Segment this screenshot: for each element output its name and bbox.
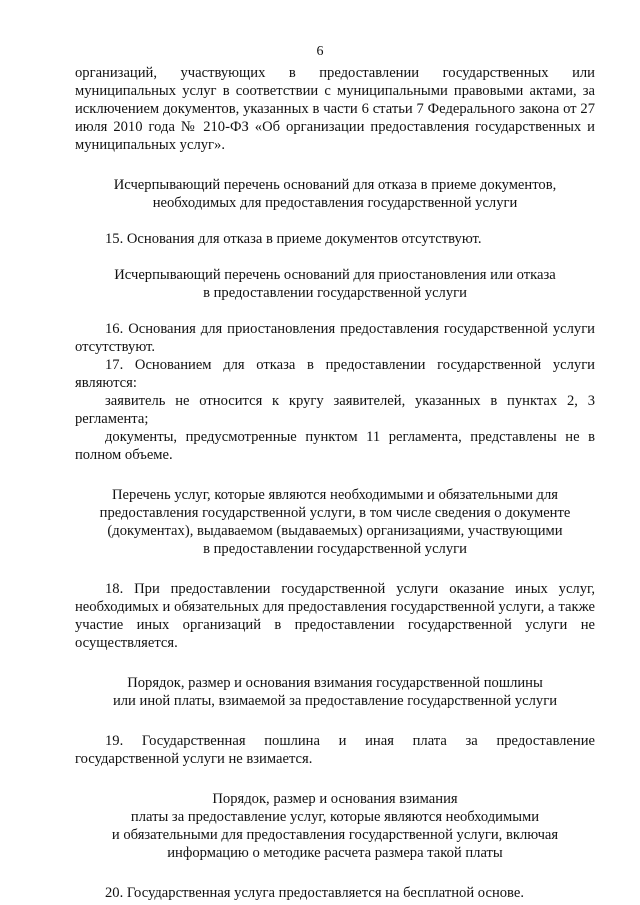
paragraph-17-item-b: документы, предусмотренные пунктом 11 регламента, представлены не в полном объеме. [75, 429, 595, 463]
heading-duty-line1: Порядок, размер и основания взимания государственной пошлины [127, 675, 543, 691]
heading-fee-line1: Порядок, размер и основания взимания [212, 791, 458, 807]
heading-fee-line3: и обязательными для предоставления государственной услуги, включая [111, 827, 559, 843]
heading-refusal-acceptance-line2: необходимых для предоставления государственной услуги [152, 195, 518, 211]
paragraph-17-item-a: заявитель не относится к кругу заявителей, указанных в пунктах 2, 3 регламента; [75, 393, 595, 427]
heading-suspension-line1: Исчерпывающий перечень оснований для приостановления или отказа [114, 267, 556, 283]
heading-services-line2: предоставления государственной услуги, в том числе сведения о документе [99, 505, 571, 521]
paragraph-19: 19. Государственная пошлина и иная плата за предоставление государственной услуги не взимается. [75, 733, 595, 767]
heading-fee-line4: информацию о методике расчета размера такой платы [167, 845, 503, 861]
heading-services-line1: Перечень услуг, которые являются необходимыми и обязательными для [112, 487, 558, 503]
heading-fee-line2: платы за предоставление услуг, которые являются необходимыми [130, 809, 540, 825]
paragraph-17: 17. Основанием для отказа в предоставлении государственной услуги являются: [75, 357, 595, 391]
paragraph-intro: организаций, участвующих в предоставлении государственных или муниципальных услуг в соответствии с муниципальными правовыми актами, за исключением документов, указанных в части 6 статьи 7 Федерального закона от 27 июля 2010 года № 210-ФЗ «Об организации предоставления государственных и муниципальных услуг». [75, 65, 595, 153]
paragraph-15: 15. Основания для отказа в приеме документов отсутствуют. [105, 231, 482, 247]
heading-suspension-line2: в предоставлении государственной услуги [203, 285, 467, 301]
document-body [75, 64, 595, 902]
paragraph-16: 16. Основания для приостановления предоставления государственной услуги отсутствуют. [75, 321, 595, 355]
heading-services-line4: в предоставлении государственной услуги [203, 541, 467, 557]
paragraph-18: 18. При предоставлении государственной услуги оказание иных услуг, необходимых и обязательных для предоставления государственной услуги, а также участие иных организаций в предоставлении государственной услуги не осуществляется. [75, 581, 595, 651]
heading-services-line3: (документах), выдаваемом (выдаваемых) организациями, участвующими [107, 523, 563, 539]
heading-duty-line2: или иной платы, взимаемой за предоставление государственной услуги [112, 693, 558, 709]
paragraph-20: 20. Государственная услуга предоставляется на бесплатной основе. [105, 885, 524, 901]
page-number: 6 [316, 44, 324, 59]
heading-refusal-acceptance-line1: Исчерпывающий перечень оснований для отказа в приеме документов, [113, 177, 557, 193]
